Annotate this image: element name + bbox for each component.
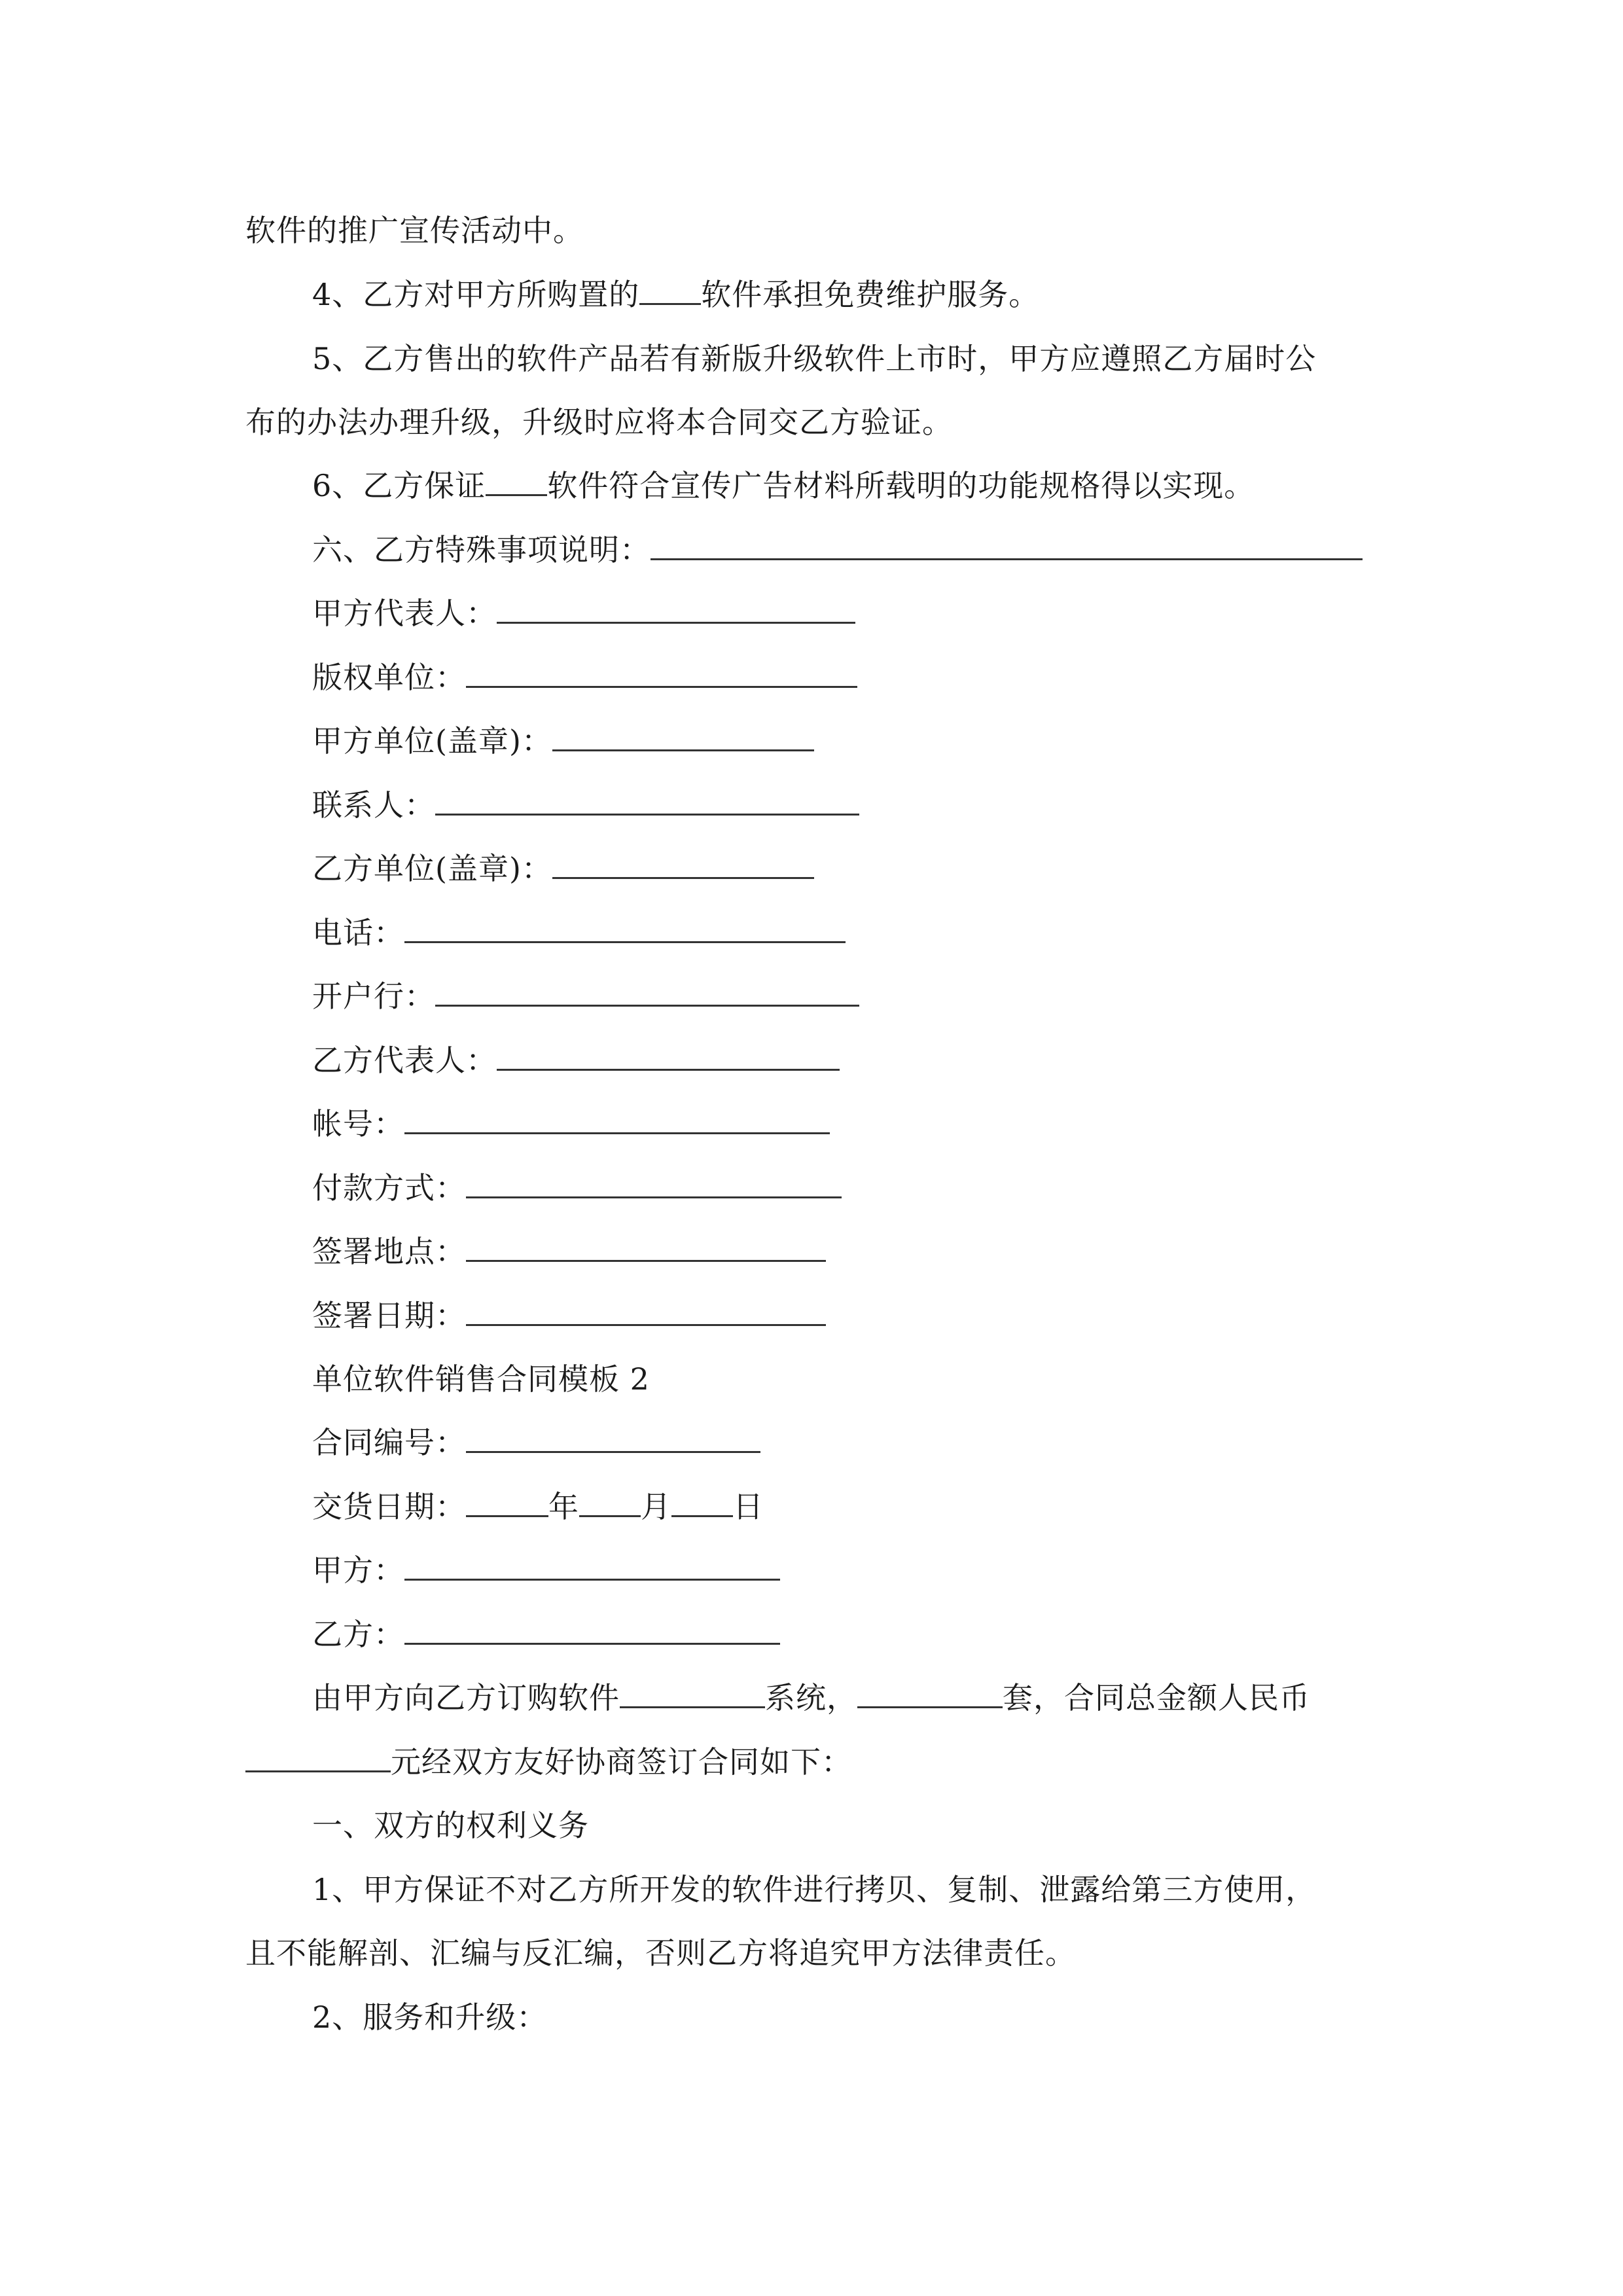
section-title	[312, 1359, 650, 1399]
field-party-a-unit	[312, 721, 814, 761]
text: 4、乙方对甲方所购置的	[312, 277, 640, 312]
fill-blank	[552, 723, 814, 751]
fill-blank	[404, 1106, 830, 1134]
paragraph-line	[312, 339, 1316, 378]
heading-text: 一、双方的权利义务	[312, 1808, 589, 1843]
field-label: 乙方代表人：	[312, 1043, 497, 1078]
fill-blank	[435, 787, 859, 816]
fill-blank-year	[466, 1489, 548, 1517]
year-text: 年	[548, 1489, 579, 1524]
fill-blank	[466, 1298, 826, 1326]
fill-blank	[466, 660, 857, 688]
fill-blank-day	[671, 1489, 733, 1517]
paragraph-line	[312, 275, 1039, 314]
fill-blank	[466, 1234, 826, 1262]
field-label: 电话：	[312, 915, 404, 950]
special-notes-line	[312, 530, 1363, 569]
fill-blank	[497, 1043, 840, 1071]
text: 布的办法办理升级，升级时应将本合同交乙方验证。	[245, 404, 953, 440]
text: 六、乙方特殊事项说明：	[312, 532, 651, 567]
text: 软件的推广宣传活动中。	[245, 213, 584, 248]
fill-blank	[497, 596, 855, 624]
fill-blank	[466, 1170, 842, 1198]
order-line	[312, 1678, 1310, 1717]
text: 系统，	[765, 1680, 857, 1715]
field-sign-place	[312, 1232, 826, 1271]
text: 且不能解剖、汇编与反汇编，否则乙方将追究甲方法律责任。	[245, 1935, 1076, 1971]
field-label: 甲方代表人：	[312, 596, 497, 631]
fill-blank	[651, 532, 1363, 560]
fill-blank-month	[579, 1489, 641, 1517]
field-label: 帐号：	[312, 1106, 404, 1141]
field-party-a	[312, 1551, 780, 1590]
fill-blank	[857, 1680, 1003, 1708]
text: 由甲方向乙方订购软件	[312, 1680, 620, 1715]
fill-blank	[404, 1552, 780, 1581]
field-label: 签署地点：	[312, 1234, 466, 1269]
field-contact	[312, 785, 859, 825]
paragraph-line	[245, 211, 584, 250]
fill-blank	[486, 468, 547, 496]
field-label: 乙方：	[312, 1617, 404, 1652]
fill-blank	[404, 1617, 780, 1645]
field-label: 合同编号：	[312, 1425, 466, 1460]
text: 6、乙方保证	[312, 468, 486, 503]
fill-blank	[620, 1680, 765, 1708]
field-party-a-rep	[312, 594, 855, 633]
clause-line	[312, 1998, 547, 2037]
field-label: 乙方单位(盖章)：	[312, 851, 552, 886]
paragraph-line	[312, 466, 1255, 505]
fill-blank	[404, 915, 846, 943]
clause-line	[245, 1933, 1076, 1973]
field-bank	[312, 977, 859, 1016]
text: 5、乙方售出的软件产品若有新版升级软件上市时，甲方应遵照乙方届时公	[312, 341, 1317, 376]
field-party-b-rep	[312, 1041, 840, 1080]
fill-blank	[552, 851, 814, 879]
fill-blank	[639, 277, 701, 305]
field-account	[312, 1104, 830, 1143]
field-label: 甲方：	[312, 1552, 404, 1588]
field-label: 签署日期：	[312, 1298, 466, 1333]
field-label: 开户行：	[312, 978, 435, 1014]
field-label: 联系人：	[312, 787, 435, 823]
field-label: 付款方式：	[312, 1170, 466, 1206]
field-delivery-date	[312, 1487, 764, 1526]
text: 元经双方友好协商签订合同如下：	[391, 1744, 852, 1780]
text: 2、服务和升级：	[312, 2000, 548, 2035]
fill-blank	[245, 1744, 391, 1772]
section-title-text: 单位软件销售合同模板 2	[312, 1361, 650, 1397]
field-party-b	[312, 1615, 780, 1654]
field-label: 交货日期：	[312, 1489, 466, 1524]
field-phone	[312, 913, 846, 952]
section-heading	[312, 1806, 589, 1845]
field-payment-method	[312, 1168, 842, 1208]
order-line-2	[245, 1742, 852, 1782]
field-label: 版权单位：	[312, 660, 466, 695]
field-contract-no	[312, 1423, 760, 1462]
day-text: 日	[733, 1489, 764, 1524]
paragraph-line	[245, 403, 953, 442]
month-text: 月	[641, 1489, 671, 1524]
fill-blank	[466, 1425, 760, 1453]
field-copyright-unit	[312, 658, 857, 697]
field-label: 甲方单位(盖章)：	[312, 723, 552, 759]
text: 软件符合宣传广告材料所载明的功能规格得以实现。	[547, 468, 1255, 503]
fill-blank	[435, 978, 859, 1007]
field-sign-date	[312, 1296, 826, 1335]
field-party-b-unit	[312, 849, 814, 888]
text: 1、甲方保证不对乙方所开发的软件进行拷贝、复制、泄露给第三方使用，	[312, 1872, 1317, 1907]
text: 套，合同总金额人民币	[1003, 1680, 1310, 1715]
clause-line	[312, 1870, 1316, 1909]
text: 软件承担免费维护服务。	[701, 277, 1040, 312]
